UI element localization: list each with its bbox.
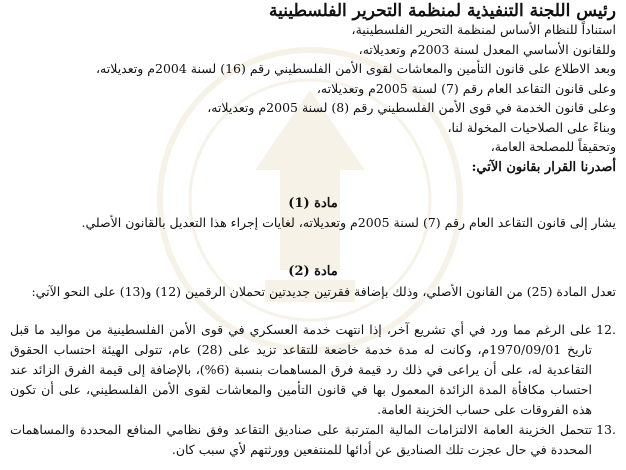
item-number: .13 <box>596 422 616 437</box>
item-text: تتحمل الخزينة العامة الالتزامات المالية المترتبة على صناديق التقاعد وفق نظامي المنافع المحددة والمساهمات المحددة في حال عجزت تلك الصناديق عن أدائها للمنتفعين وورثتهم لأي سبب كان. <box>10 422 592 457</box>
article-1-title: مادة (1) <box>288 196 338 211</box>
item-text: على الرغم مما ورد في أي تشريع آخر، إذا انتهت خدمة العسكري في قوى الأمن الفلسطينية من مواليد ما قبل تاريخ 1970/09/01م، وكانت له مدة خدمة خاضعة للتقاعد تزيد على (28) عام، تتولى الهيئة احتساب الحقوق التقاعدية له، على أن يراعى في ذلك رد قيمة فرق المساهمات بنسبة (6%)، بالإضافة إلى قيمة الفرق الزائد عند احتساب مكافأة المدة الزائدة المعمول بها في قانون التأمين والمعاشات لقوى الأمن الفلسطيني، على أن تكون هذه الفروقات على حساب الخزينة العامة. <box>10 322 592 417</box>
list-item <box>10 320 616 420</box>
preamble-line: وبناءً على الصلاحيات المخولة لنا، <box>447 119 616 135</box>
preamble-line: وعلى قانون التقاعد العام رقم (7) لسنة 2005م وتعديلاته، <box>316 80 616 96</box>
issuance-statement: أصدرنا القرار بقانون الآتي: <box>471 160 616 175</box>
preamble-line: وعلى قانون الخدمة في قوى الأمن الفلسطيني رقم (8) لسنة 2005م وتعديلاته، <box>207 100 616 115</box>
preamble-line: استناداً للنظام الأساس لمنظمة التحرير الفلسطينية، <box>351 22 616 37</box>
preamble-line: وللقانون الأساسي المعدل لسنة 2003م وتعديلاته، <box>358 41 616 57</box>
item-number: .12 <box>596 322 616 337</box>
article-2-items <box>10 320 616 460</box>
preamble-line: وبعد الاطلاع على قانون التأمين والمعاشات لقوى الأمن الفلسطيني رقم (16) لسنة 2004م وتعديلاته، <box>96 61 616 76</box>
document-title: رئيس اللجنة التنفيذية لمنظمة التحرير الفلسطينية <box>268 1 616 21</box>
article-2-title: مادة (2) <box>288 264 338 279</box>
article-1-text: يشار إلى قانون التقاعد العام رقم (7) لسنة 2005م وتعديلاته، لغايات إجراء هذا التعديل بالقانون الأصلي. <box>81 215 616 230</box>
article-2-intro: تعدل المادة (25) من القانون الأصلي، وذلك بإضافة فقرتين جديدتين تحملان الرقمين (12) و(13) على النحو الآتي: <box>31 284 616 299</box>
preamble <box>10 20 616 157</box>
list-item <box>10 420 616 460</box>
preamble-line: وتحقيقاً للمصلحة العامة، <box>490 139 616 154</box>
